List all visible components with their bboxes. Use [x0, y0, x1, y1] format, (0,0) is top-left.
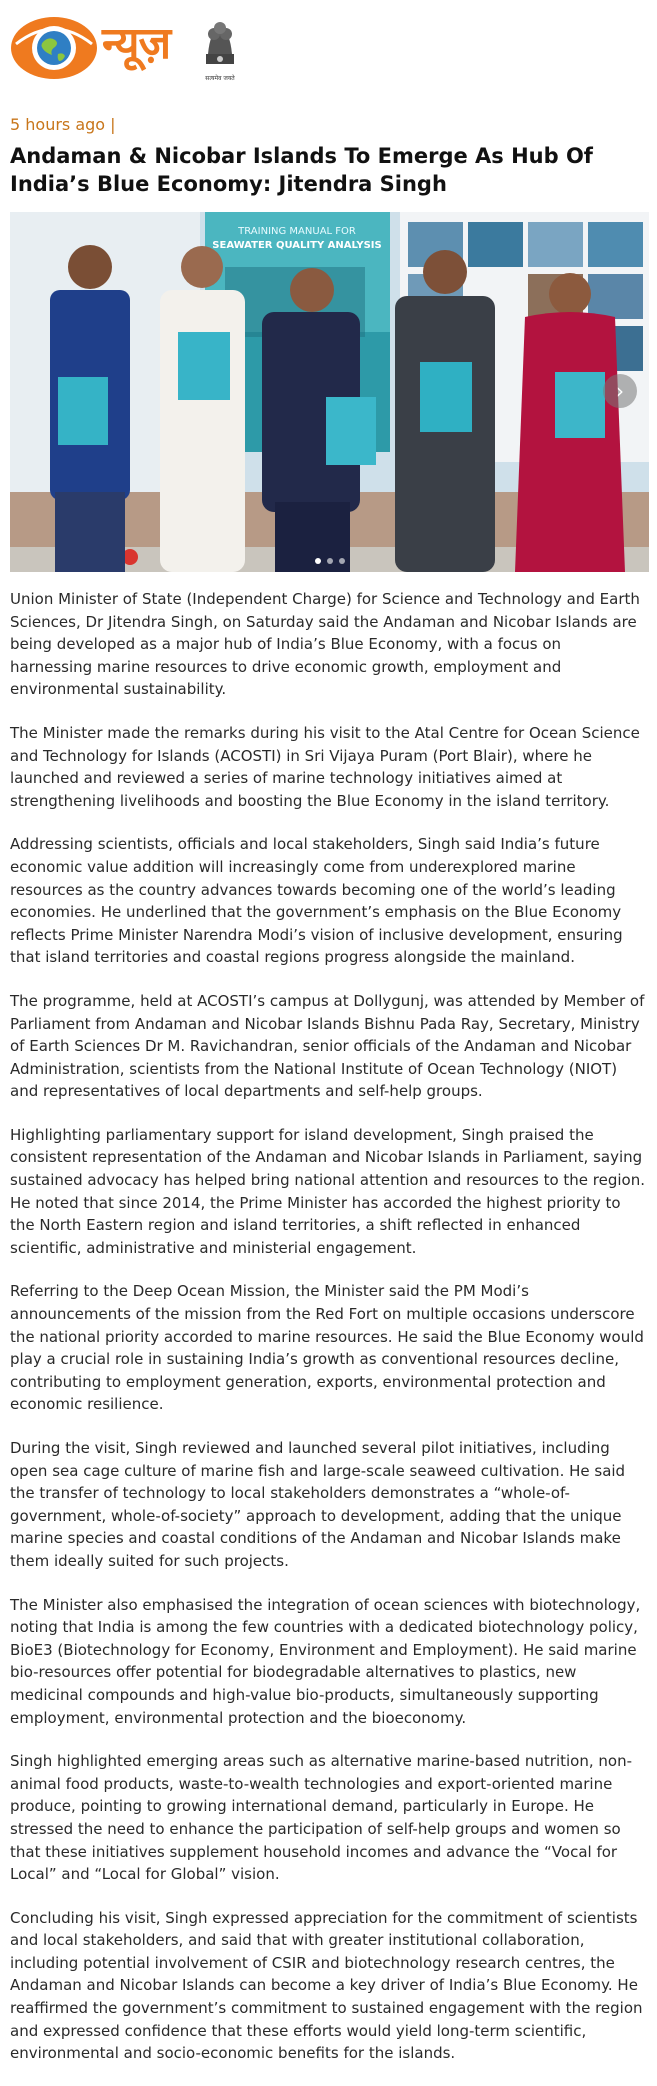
article-headline: Andaman & Nicobar Islands To Emerge As Hub Of India’s Blue Economy: Jitendra Singh — [10, 144, 593, 196]
carousel-dot[interactable] — [327, 558, 333, 564]
article-paragraph: The Minister also emphasised the integration of ocean sciences with biotechnology, noting that India is among the few countries with a dedicated biotechnology policy, BioE3 (Biotechnology for Economy, Environment and Employment). He said marine bio-resources offer potential for biodegradable alternatives to plastics, new medicinal compounds and high-value bio-products, simultaneously supporting employment, environmental protection and the bioeconomy. — [10, 1595, 641, 1727]
article-paragraph: Concluding his visit, Singh expressed appreciation for the commitment of scientists and local stakeholders, and said that with greater institutional collaboration, including potential involvement of CSIR and biotechnology research centres, the Andaman and Nicobar Islands can become a key driver of India’s Blue Economy. He reaffirmed the government’s commitment to sustained engagement with the region and expressed confidence that these efforts would yield long-term scientific, environmental and socio-economic benefits for the islands. — [10, 1908, 643, 2063]
article-paragraph: During the visit, Singh reviewed and launched several pilot initiatives, including open sea cage culture of marine fish and large-scale seaweed cultivation. He said the transfer of technology to local stakeholders demonstrates a “whole-of-government, whole-of-society” approach to development, adding that the unique marine species and coastal conditions of the Andaman and Nicobar Islands make them ideally suited for such projects. — [10, 1439, 626, 1570]
emblem-caption: सत्यमेव जयते — [205, 75, 235, 82]
national-emblem-icon — [198, 14, 242, 72]
carousel-dot[interactable] — [339, 558, 345, 564]
poster-subtitle: SEAWATER QUALITY ANALYSIS — [212, 240, 382, 251]
carousel-next-button[interactable] — [603, 374, 637, 408]
article-paragraph: Union Minister of State (Independent Charge) for Science and Technology and Earth Sciences, Dr Jitendra Singh, on Saturday said the Andaman and Nicobar Islands are being developed as a major hub of India’s Blue Economy, with a focus on harnessing marine resources to drive economic growth, employment and environmental sustainability. — [10, 590, 640, 699]
national-emblem — [198, 14, 242, 84]
poster-title: TRAINING MANUAL FOR — [238, 226, 356, 237]
article-body — [10, 588, 646, 2086]
article-timestamp: 5 hours ago | — [10, 115, 116, 134]
article-paragraph: Referring to the Deep Ocean Mission, the Minister said the PM Modi’s announcements of the mission from the Red Fort on multiple occasions underscore the national priority accorded to marine resources. He said the Blue Economy would play a crucial role in sustaining India’s growth as conventional resources decline, contributing to employment generation, exports, environmental protection and economic resilience. — [10, 1282, 644, 1414]
logo-text: न्यूज़ — [102, 18, 171, 69]
chevron-right-icon: › — [616, 379, 624, 403]
article-paragraph: Addressing scientists, officials and local stakeholders, Singh said India’s future economic value addition will increasingly come from underexplored marine resources as the country advances towards becoming one of the world’s leading economies. He underlined that the government’s emphasis on the Blue Economy reflects Prime Minister Narendra Modi’s vision of inclusive development, ensuring that island territories and coastal regions progress alongside the mainland. — [10, 835, 623, 967]
dd-news-logo-icon[interactable] — [10, 14, 98, 82]
hero-photo — [10, 212, 649, 572]
article-paragraph: The programme, held at ACOSTI’s campus at Dollygunj, was attended by Member of Parliament from Andaman and Nicobar Islands Bishnu Pada Ray, Secretary, Ministry of Earth Sciences Dr M. Ravichandran, senior officials of the Andaman and Nicobar Administration, scientists from the National Institute of Ocean Technology (NIOT) and representatives of local departments and self-help groups. — [10, 991, 645, 1101]
article-paragraph: The Minister made the remarks during his visit to the Atal Centre for Ocean Science and Technology for Islands (ACOSTI) in Sri Vijaya Puram (Port Blair), where he launched and reviewed a series of marine technology initiatives aimed at strengthening livelihoods and boosting the Blue Economy in the island territory. — [10, 723, 640, 810]
hero-image-carousel[interactable] — [10, 212, 649, 572]
article-paragraph: Highlighting parliamentary support for island development, Singh praised the consistent representation of the Andaman and Nicobar Islands in Parliament, saying sustained advocacy has helped bring national attention and resources to the region. He noted that since 2014, the Prime Minister has accorded the highest priority to the North Eastern region and island territories, a shift reflected in enhanced scientific, administrative and ministerial engagement. — [10, 1125, 645, 1257]
carousel-dots — [315, 558, 345, 564]
article-paragraph: Singh highlighted emerging areas such as alternative marine-based nutrition, non-animal food products, waste-to-wealth technologies and export-oriented marine produce, pointing to growing international demand, particularly in Europe. He stressed the need to enhance the participation of self-help groups and women so that these initiatives supplement household incomes and advance the “Vocal for Local” and “Local for Global” vision. — [10, 1752, 632, 1884]
carousel-dot[interactable] — [315, 558, 321, 564]
site-header — [10, 10, 650, 88]
